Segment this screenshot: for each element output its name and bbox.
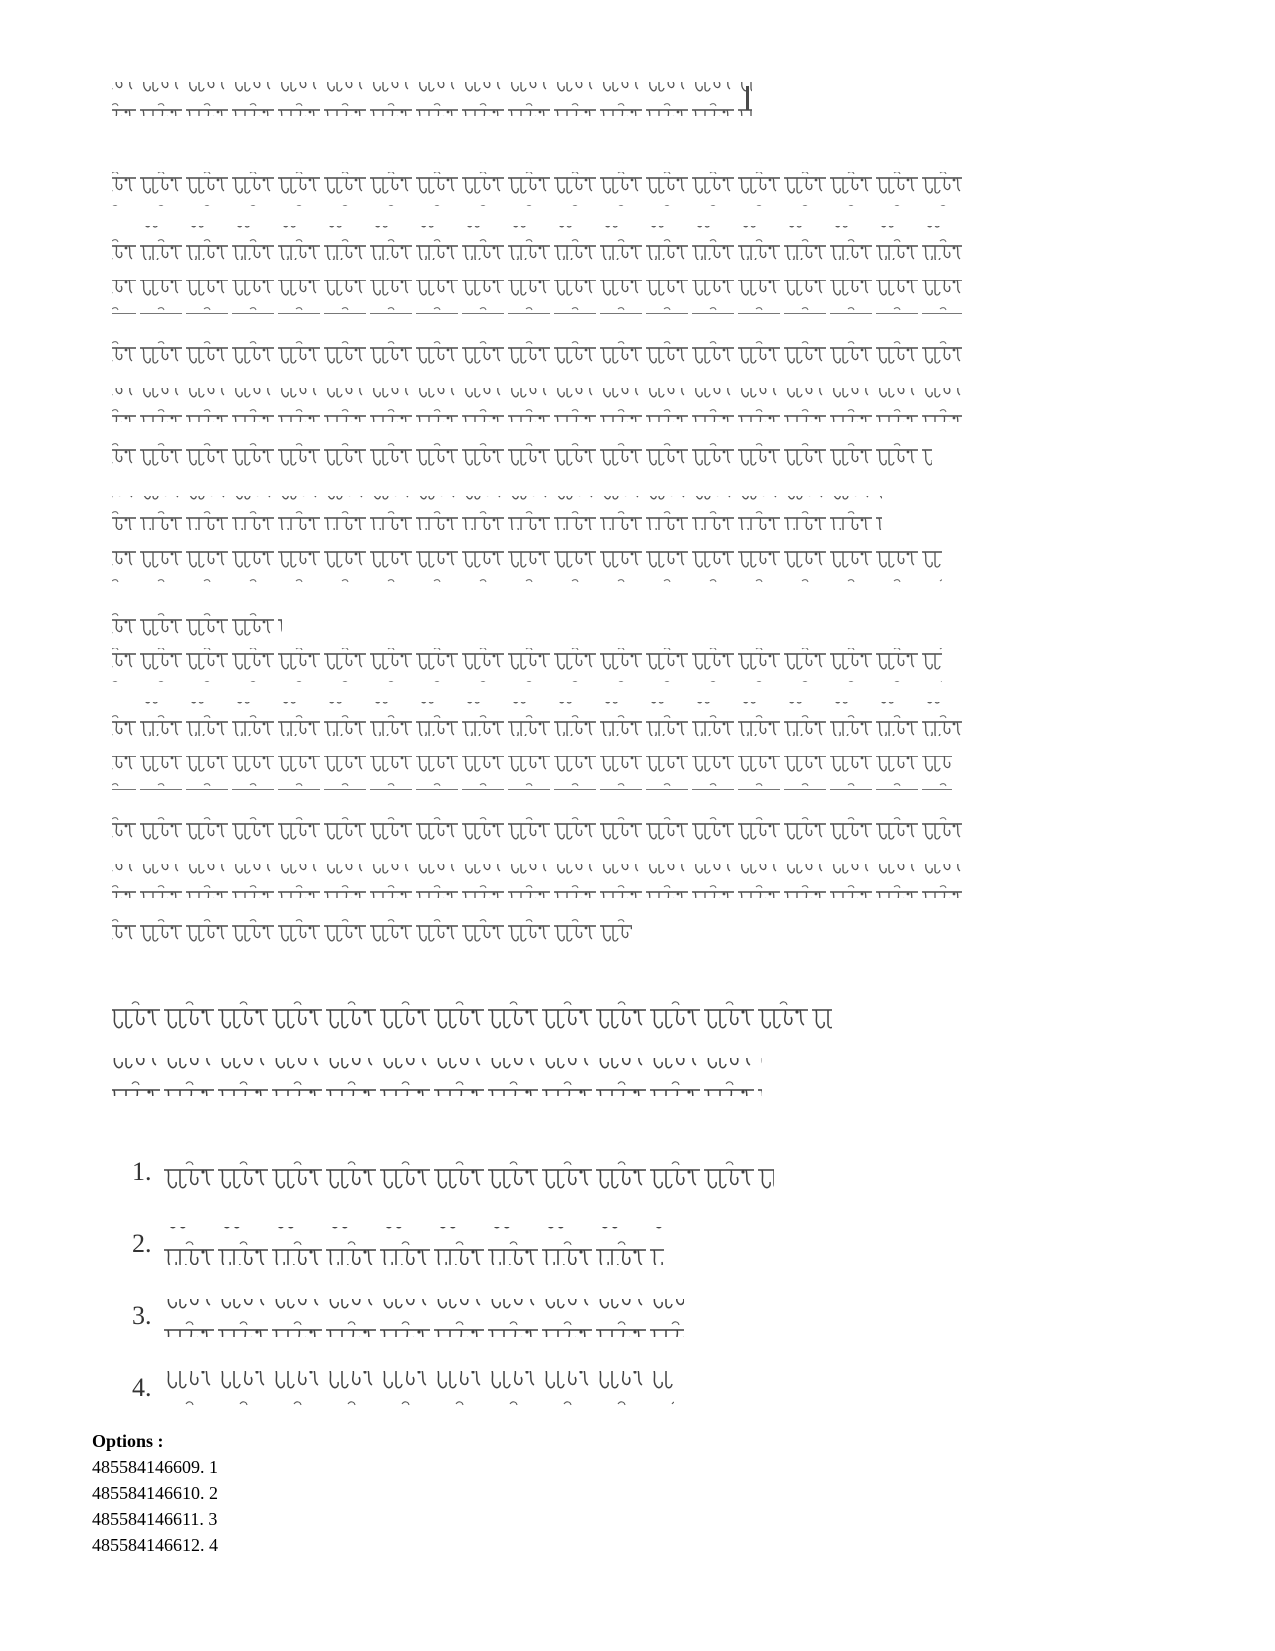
scan-text-line <box>112 334 962 368</box>
scan-text-line <box>112 810 962 844</box>
option-row-4[interactable]: 485584146612. 4 <box>92 1535 218 1555</box>
scan-text-line <box>112 388 962 422</box>
scan-text-line <box>112 648 942 682</box>
option-label: 4 <box>209 1535 218 1555</box>
choice-number-1: 1. <box>132 1157 152 1186</box>
option-id: 485584146612 <box>92 1535 200 1555</box>
scan-text-line <box>112 756 952 790</box>
scan-choice-2 <box>132 1227 664 1265</box>
option-id: 485584146609 <box>92 1457 200 1477</box>
scan-text-line <box>112 918 632 952</box>
option-id: 485584146611 <box>92 1509 200 1529</box>
option-label: 1 <box>209 1457 218 1477</box>
choice-number-4: 4. <box>132 1373 152 1402</box>
options-block <box>92 1428 218 1558</box>
scan-text-line <box>112 442 932 476</box>
scan-text-line <box>112 702 962 736</box>
option-row-1[interactable]: 485584146609. 1 <box>92 1457 218 1477</box>
option-label: 3 <box>208 1509 218 1529</box>
scan-text-line <box>112 82 752 116</box>
scan-choice-1 <box>132 1155 774 1193</box>
choice-number-3: 3. <box>132 1301 152 1330</box>
choice-number-2: 2. <box>132 1229 152 1258</box>
scan-choice-4 <box>132 1371 674 1409</box>
option-row-3[interactable]: 485584146611. 3 <box>92 1509 218 1529</box>
scan-text-line <box>112 550 942 584</box>
scan-choice-3 <box>132 1299 684 1337</box>
scan-text-line <box>112 604 282 638</box>
options-title: Options : <box>92 1431 164 1451</box>
scan-text-line <box>112 1000 832 1038</box>
scan-text-line <box>112 496 882 530</box>
scan-text-line <box>112 1058 762 1096</box>
option-id: 485584146610 <box>92 1483 200 1503</box>
option-label: 2 <box>209 1483 218 1503</box>
scan-text-line <box>112 280 962 314</box>
option-row-2[interactable]: 485584146610. 2 <box>92 1483 218 1503</box>
scan-text-line <box>112 864 962 898</box>
scan-text-line <box>112 172 962 206</box>
scan-text-line <box>112 226 962 260</box>
